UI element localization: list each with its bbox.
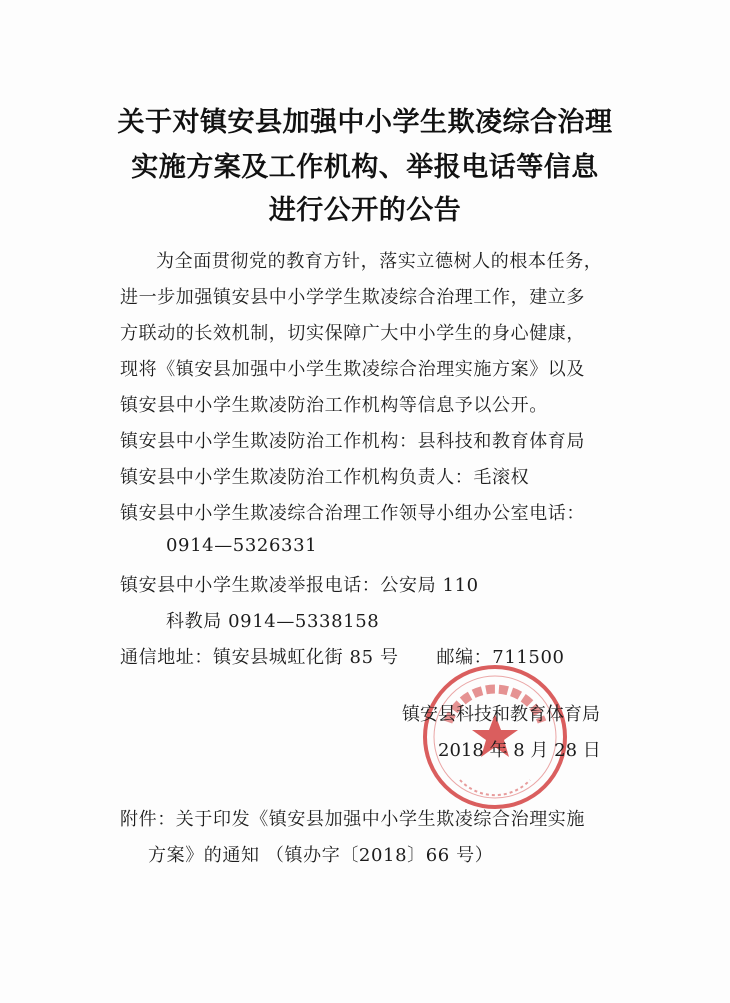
attachment-line-2: 方案》的通知 （镇办字〔2018〕66 号） bbox=[148, 845, 494, 866]
signature-org: 镇安县科技和教育体育局 bbox=[402, 704, 600, 725]
title-line-3: 进行公开的公告 bbox=[268, 195, 462, 226]
report-phone-edu: 科教局 0914—5338158 bbox=[166, 611, 380, 632]
body-paragraph-line: 方联动的长效机制，切实保障广大中小学生的身心健康， bbox=[120, 323, 585, 344]
body-paragraph-line: 镇安县中小学生欺凌防治工作机构等信息予以公开。 bbox=[120, 395, 548, 416]
leader-line: 镇安县中小学生欺凌防治工作机构负责人：毛滚权 bbox=[120, 467, 530, 488]
agency-line: 镇安县中小学生欺凌防治工作机构：县科技和教育体育局 bbox=[120, 431, 585, 452]
body-paragraph-line: 为全面贯彻党的教育方针，落实立德树人的根本任务， bbox=[156, 251, 603, 272]
title-line-1: 关于对镇安县加强中小学生欺凌综合治理 bbox=[117, 107, 613, 138]
office-phone-number: 0914—5326331 bbox=[166, 535, 318, 556]
body-paragraph-line: 进一步加强镇安县中小学学生欺凌综合治理工作，建立多 bbox=[120, 287, 585, 308]
body-paragraph-line: 现将《镇安县加强中小学生欺凌综合治理实施方案》以及 bbox=[120, 359, 585, 380]
signature-date: 2018 年 8 月 28 日 bbox=[438, 740, 601, 761]
title-line-2: 实施方案及工作机构、举报电话等信息 bbox=[131, 152, 599, 183]
attachment-line-1: 附件：关于印发《镇安县加强中小学生欺凌综合治理实施 bbox=[120, 809, 585, 830]
report-phone-line: 镇安县中小学生欺凌举报电话：公安局 110 bbox=[120, 575, 479, 596]
office-phone-label: 镇安县中小学生欺凌综合治理工作领导小组办公室电话： bbox=[120, 503, 585, 524]
address-line: 通信地址：镇安县城虹化街 85 号 邮编：711500 bbox=[120, 647, 565, 668]
